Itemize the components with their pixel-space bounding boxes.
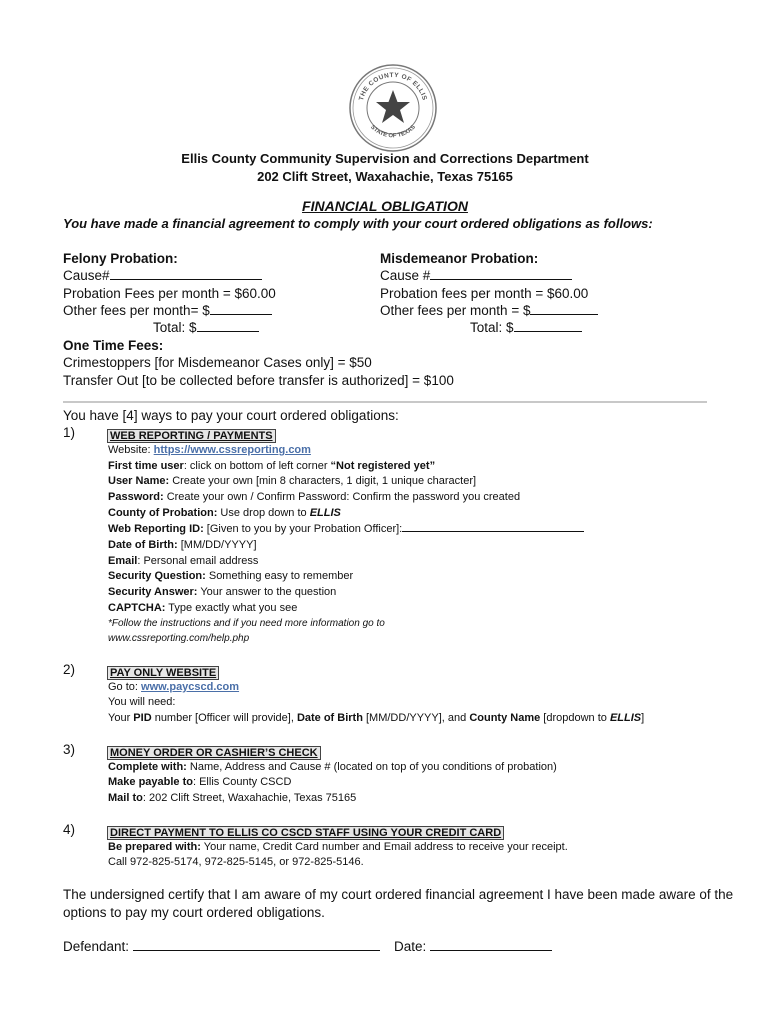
way3-complete: Complete with: Name, Address and Cause # (located on top of you conditions of probation) xyxy=(108,761,557,773)
way1-note-2: www.cssreporting.com/help.php xyxy=(108,633,250,644)
felony-cause: Cause# xyxy=(63,268,262,283)
cssreporting-link[interactable]: https://www.cssreporting.com xyxy=(153,444,311,456)
way4-prepared: Be prepared with: Your name, Credit Card number and Email address to receive your receipt. xyxy=(108,841,568,853)
seal-bottom-text: STATE OF TEXAS xyxy=(369,124,417,140)
way1-website: Website: https://www.cssreporting.com xyxy=(108,444,311,456)
misdemeanor-heading: Misdemeanor Probation: xyxy=(380,251,539,266)
way4-call: Call 972-825-5174, 972-825-5145, or 972-825-5146. xyxy=(108,856,364,868)
way1-title: WEB REPORTING / PAYMENTS xyxy=(107,426,276,444)
way1-security-answer: Security Answer: Your answer to the question xyxy=(108,586,337,598)
transfer-fee: Transfer Out [to be collected before transfer is authorized] = $100 xyxy=(63,373,454,388)
star-icon xyxy=(376,90,410,123)
divider xyxy=(63,401,707,403)
way1-web-id: Web Reporting ID: [Given to you by your Probation Officer]: xyxy=(108,523,584,535)
way2-requirements: Your PID number [Officer will provide], Date of Birth [MM/DD/YYYY], and County Name [dropdown to ELLIS] xyxy=(108,712,645,724)
way2-number: 2) xyxy=(63,662,76,677)
date-signature: Date: xyxy=(394,939,552,954)
certify-line-1: The undersigned certify that I am aware of my court ordered financial agreement I have been made aware of the xyxy=(63,887,734,902)
seal-top-text: THE COUNTY OF ELLIS xyxy=(357,71,429,102)
misdemeanor-total: Total: $ xyxy=(470,320,582,335)
way4-title: DIRECT PAYMENT TO ELLIS CO CSCD STAFF USING YOUR CREDIT CARD xyxy=(107,823,504,841)
way1-number: 1) xyxy=(63,425,76,440)
way1-first-time: First time user: click on bottom of left corner “Not registered yet” xyxy=(108,460,436,472)
way2-goto: Go to: www.paycscd.com xyxy=(108,681,240,693)
misdemeanor-other: Other fees per month = $ xyxy=(380,303,598,318)
way1-security-question: Security Question: Something easy to remember xyxy=(108,570,354,582)
way1-password: Password: Create your own / Confirm Password: Confirm the password you created xyxy=(108,491,521,503)
way2-title: PAY ONLY WEBSITE xyxy=(107,663,219,681)
felony-total: Total: $ xyxy=(153,320,259,335)
defendant-signature: Defendant: xyxy=(63,939,380,954)
department-name: Ellis County Community Supervision and Corrections Department xyxy=(181,151,589,166)
ways-intro: You have [4] ways to pay your court ordered obligations: xyxy=(63,408,399,423)
date-line[interactable] xyxy=(430,950,552,951)
way1-dob: Date of Birth: [MM/DD/YYYY] xyxy=(108,539,257,551)
felony-heading: Felony Probation: xyxy=(63,251,178,266)
intro-text: You have made a financial agreement to comply with your court ordered obligations as follows: xyxy=(63,216,653,231)
way3-mail: Mail to: 202 Clift Street, Waxahachie, Texas 75165 xyxy=(108,792,357,804)
felony-other: Other fees per month= $ xyxy=(63,303,272,318)
way4-number: 4) xyxy=(63,822,76,837)
crimestoppers-fee: Crimestoppers [for Misdemeanor Cases only] = $50 xyxy=(63,355,372,370)
way1-email: Email: Personal email address xyxy=(108,555,259,567)
misdemeanor-fees: Probation fees per month = $60.00 xyxy=(380,286,589,301)
certify-line-2: options to pay my court ordered obligations. xyxy=(63,905,325,920)
way2-need: You will need: xyxy=(108,696,176,708)
department-address: 202 Clift Street, Waxahachie, Texas 75165 xyxy=(257,169,513,184)
one-time-heading: One Time Fees: xyxy=(63,338,164,353)
county-seal xyxy=(348,63,438,153)
svg-text:STATE OF TEXAS xyxy=(369,124,417,139)
way1-captcha: CAPTCHA: Type exactly what you see xyxy=(108,602,298,614)
defendant-line[interactable] xyxy=(133,950,380,951)
way3-payable: Make payable to: Ellis County CSCD xyxy=(108,776,292,788)
felony-fees: Probation Fees per month = $60.00 xyxy=(63,286,276,301)
way1-username: User Name: Create your own [min 8 characters, 1 digit, 1 unique character] xyxy=(108,475,477,487)
page-title: FINANCIAL OBLIGATION xyxy=(302,198,468,214)
way3-title: MONEY ORDER OR CASHIER’S CHECK xyxy=(107,743,321,761)
way1-county: County of Probation: Use drop down to ELLIS xyxy=(108,507,341,519)
paycscd-link[interactable]: www.paycscd.com xyxy=(141,681,240,693)
way3-number: 3) xyxy=(63,742,76,757)
way1-note-1: *Follow the instructions and if you need more information go to xyxy=(108,618,385,629)
misdemeanor-cause: Cause # xyxy=(380,268,572,283)
